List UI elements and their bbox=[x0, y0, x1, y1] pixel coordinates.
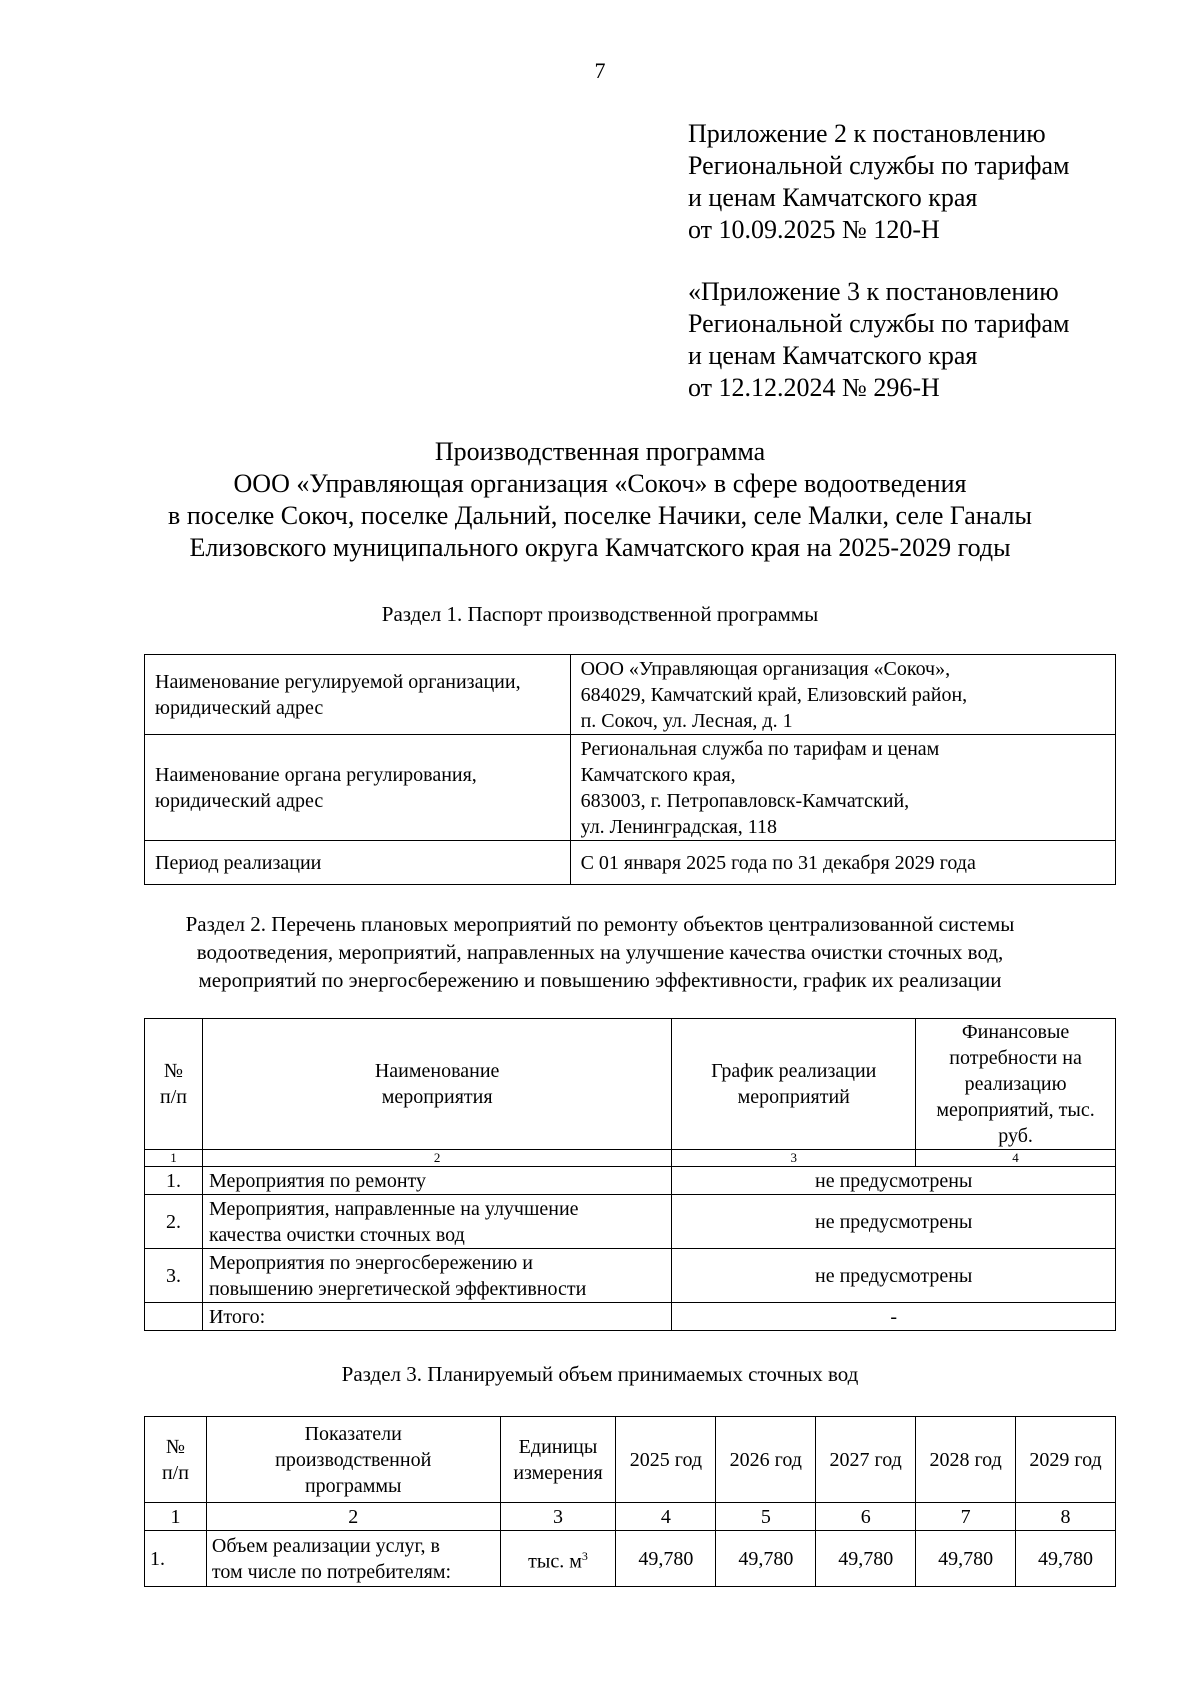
table-header-row bbox=[145, 1019, 1116, 1150]
passport-value bbox=[570, 841, 1115, 885]
column-number-row bbox=[145, 1503, 1116, 1531]
header-cell-finance bbox=[916, 1019, 1116, 1150]
cell-line: юридический адрес bbox=[155, 789, 324, 812]
appendix-reference-current bbox=[688, 118, 1069, 246]
unit-cell bbox=[500, 1531, 616, 1587]
table-row bbox=[145, 841, 1116, 885]
cell-line: Финансовые bbox=[961, 1021, 1070, 1043]
header-cell-year: 2028 год bbox=[916, 1417, 1016, 1503]
cell-line: Единицы bbox=[518, 1435, 598, 1458]
header-cell-name bbox=[202, 1019, 671, 1150]
column-number: 3 bbox=[500, 1503, 616, 1531]
column-number: 4 bbox=[616, 1503, 716, 1531]
cell-line: Мероприятия по энергосбережению и bbox=[208, 1251, 533, 1274]
section-3-heading bbox=[0, 1360, 1200, 1388]
title-line: Производственная программа bbox=[434, 437, 766, 466]
appendix-line: и ценам Камчатского края bbox=[688, 183, 978, 212]
table-row bbox=[145, 735, 1116, 841]
header-cell-year: 2029 год bbox=[1016, 1417, 1116, 1503]
column-number: 2 bbox=[206, 1503, 500, 1531]
cell-line: Наименование органа регулирования, bbox=[155, 763, 477, 786]
total-label: Итого: bbox=[202, 1303, 671, 1331]
measure-status: не предусмотрены bbox=[672, 1195, 1116, 1249]
year-value: 49,780 bbox=[716, 1531, 816, 1587]
passport-label bbox=[145, 735, 571, 841]
section-2-heading bbox=[0, 910, 1200, 994]
section-1-heading bbox=[0, 600, 1200, 628]
measure-name bbox=[202, 1249, 671, 1303]
cell-line: ООО «Управляющая организация «Сокоч», bbox=[580, 657, 951, 680]
passport-value bbox=[570, 655, 1115, 735]
cell-line: том числе по потребителям: bbox=[211, 1560, 452, 1583]
table-row bbox=[145, 1249, 1116, 1303]
header-cell-indicator bbox=[206, 1417, 500, 1503]
header-cell-num bbox=[145, 1417, 207, 1503]
measure-name bbox=[202, 1167, 671, 1195]
cell-line: руб. bbox=[998, 1125, 1033, 1147]
table-row bbox=[145, 1167, 1116, 1195]
cell-line: Региональная служба по тарифам и ценам bbox=[580, 737, 940, 760]
cell-line: Наименование регулируемой организации, bbox=[155, 670, 521, 693]
column-number: 6 bbox=[816, 1503, 916, 1531]
cell-line: измерения bbox=[513, 1461, 603, 1484]
column-number: 5 bbox=[716, 1503, 816, 1531]
cell-line: п/п bbox=[161, 1461, 189, 1484]
year-value: 49,780 bbox=[1016, 1531, 1116, 1587]
column-number: 8 bbox=[1016, 1503, 1116, 1531]
section-heading-line: Раздел 1. Паспорт производственной программы bbox=[381, 602, 819, 626]
cell-line: Наименование bbox=[374, 1060, 500, 1082]
row-number: 3. bbox=[145, 1249, 203, 1303]
row-number: 2. bbox=[145, 1195, 203, 1249]
cell-line: производственной bbox=[275, 1448, 432, 1471]
column-number: 7 bbox=[916, 1503, 1016, 1531]
section-heading-line: Раздел 3. Планируемый объем принимаемых сточных вод bbox=[341, 1362, 859, 1386]
column-number-row bbox=[145, 1150, 1116, 1167]
cell-line: качества очистки сточных вод bbox=[208, 1223, 465, 1246]
cell-line: программы bbox=[304, 1474, 402, 1497]
cell-line: 684029, Камчатский край, Елизовский район, bbox=[580, 683, 968, 706]
header-cell-schedule bbox=[672, 1019, 916, 1150]
cell-line: потребности на bbox=[949, 1047, 1082, 1069]
unit-superscript: 3 bbox=[581, 1548, 588, 1563]
appendix-line: и ценам Камчатского края bbox=[688, 341, 978, 370]
page-number: 7 bbox=[594, 58, 606, 83]
title-line: ООО «Управляющая организация «Сокоч» в сфере водоотведения bbox=[233, 469, 967, 498]
column-number: 2 bbox=[202, 1150, 671, 1167]
appendix-line: «Приложение 3 к постановлению bbox=[688, 277, 1059, 306]
year-value: 49,780 bbox=[616, 1531, 716, 1587]
cell-line: Период реализации bbox=[155, 851, 322, 874]
cell-line: Показатели bbox=[304, 1422, 402, 1445]
cell-line: п/п bbox=[159, 1086, 187, 1108]
cell-line: 683003, г. Петропавловск-Камчатский, bbox=[580, 789, 910, 812]
header-cell-year: 2026 год bbox=[716, 1417, 816, 1503]
header-cell-units bbox=[500, 1417, 616, 1503]
cell-line: юридический адрес bbox=[155, 696, 324, 719]
section-heading-line: мероприятий по энергосбережению и повышению эффективности, график их реализации bbox=[198, 968, 1002, 992]
cell-line: С 01 января 2025 года по 31 декабря 2029 года bbox=[580, 851, 976, 874]
appendix-line: от 10.09.2025 № 120-Н bbox=[688, 215, 940, 244]
header-cell-year: 2025 год bbox=[616, 1417, 716, 1503]
column-number: 4 bbox=[916, 1150, 1116, 1167]
cell-line: повышению энергетической эффективности bbox=[208, 1277, 587, 1300]
measures-table bbox=[144, 1018, 1116, 1331]
cell-line: Объем реализации услуг, в bbox=[211, 1534, 440, 1557]
table-row bbox=[145, 1531, 1116, 1587]
column-number: 3 bbox=[672, 1150, 916, 1167]
row-number: 1. bbox=[145, 1167, 203, 1195]
measure-status: не предусмотрены bbox=[672, 1249, 1116, 1303]
title-line: в поселке Сокоч, поселке Дальний, поселке Начики, селе Малки, селе Ганалы bbox=[168, 501, 1032, 530]
cell-line: № bbox=[163, 1060, 184, 1082]
appendix-line: Приложение 2 к постановлению bbox=[688, 119, 1046, 148]
cell-line: п. Сокоч, ул. Лесная, д. 1 bbox=[580, 709, 793, 732]
passport-value bbox=[570, 735, 1115, 841]
section-heading-line: Раздел 2. Перечень плановых мероприятий по ремонту объектов централизованной системы bbox=[185, 912, 1015, 936]
passport-table bbox=[144, 654, 1116, 885]
cell-line: мероприятий, тыс. bbox=[936, 1099, 1095, 1121]
cell-line: мероприятий bbox=[737, 1086, 850, 1108]
title-line: Елизовского муниципального округа Камчатского края на 2025-2029 годы bbox=[189, 533, 1011, 562]
cell-line: реализацию bbox=[964, 1073, 1067, 1095]
measure-status: не предусмотрены bbox=[672, 1167, 1116, 1195]
cell-line: График реализации bbox=[711, 1060, 877, 1082]
table-header-row bbox=[145, 1417, 1116, 1503]
cell-line: Камчатского края, bbox=[580, 763, 736, 786]
total-value: - bbox=[672, 1303, 1116, 1331]
year-value: 49,780 bbox=[916, 1531, 1016, 1587]
unit-text: тыс. м bbox=[528, 1550, 582, 1573]
indicator-name bbox=[206, 1531, 500, 1587]
appendix-line: Региональной службы по тарифам bbox=[688, 309, 1070, 338]
passport-label bbox=[145, 841, 571, 885]
appendix-line: Региональной службы по тарифам bbox=[688, 151, 1070, 180]
document-title bbox=[0, 436, 1200, 564]
appendix-line: от 12.12.2024 № 296-Н bbox=[688, 373, 940, 402]
header-cell-num bbox=[145, 1019, 203, 1150]
cell-line: ул. Ленинградская, 118 bbox=[580, 815, 777, 838]
cell-line: Мероприятия по ремонту bbox=[208, 1169, 426, 1192]
column-number: 1 bbox=[145, 1150, 203, 1167]
cell-line: мероприятия bbox=[381, 1086, 493, 1108]
year-value: 49,780 bbox=[816, 1531, 916, 1587]
empty-cell bbox=[145, 1303, 203, 1331]
row-number: 1. bbox=[145, 1531, 207, 1587]
header-cell-year: 2027 год bbox=[816, 1417, 916, 1503]
column-number: 1 bbox=[145, 1503, 207, 1531]
appendix-reference-original bbox=[688, 276, 1069, 404]
cell-line: Мероприятия, направленные на улучшение bbox=[208, 1197, 579, 1220]
section-heading-line: водоотведения, мероприятий, направленных на улучшение качества очистки сточных вод, bbox=[196, 940, 1004, 964]
passport-label bbox=[145, 655, 571, 735]
table-row bbox=[145, 655, 1116, 735]
cell-line: № bbox=[165, 1435, 185, 1458]
table-row bbox=[145, 1195, 1116, 1249]
table-total-row bbox=[145, 1303, 1116, 1331]
wastewater-volume-table bbox=[144, 1416, 1116, 1587]
measure-name bbox=[202, 1195, 671, 1249]
